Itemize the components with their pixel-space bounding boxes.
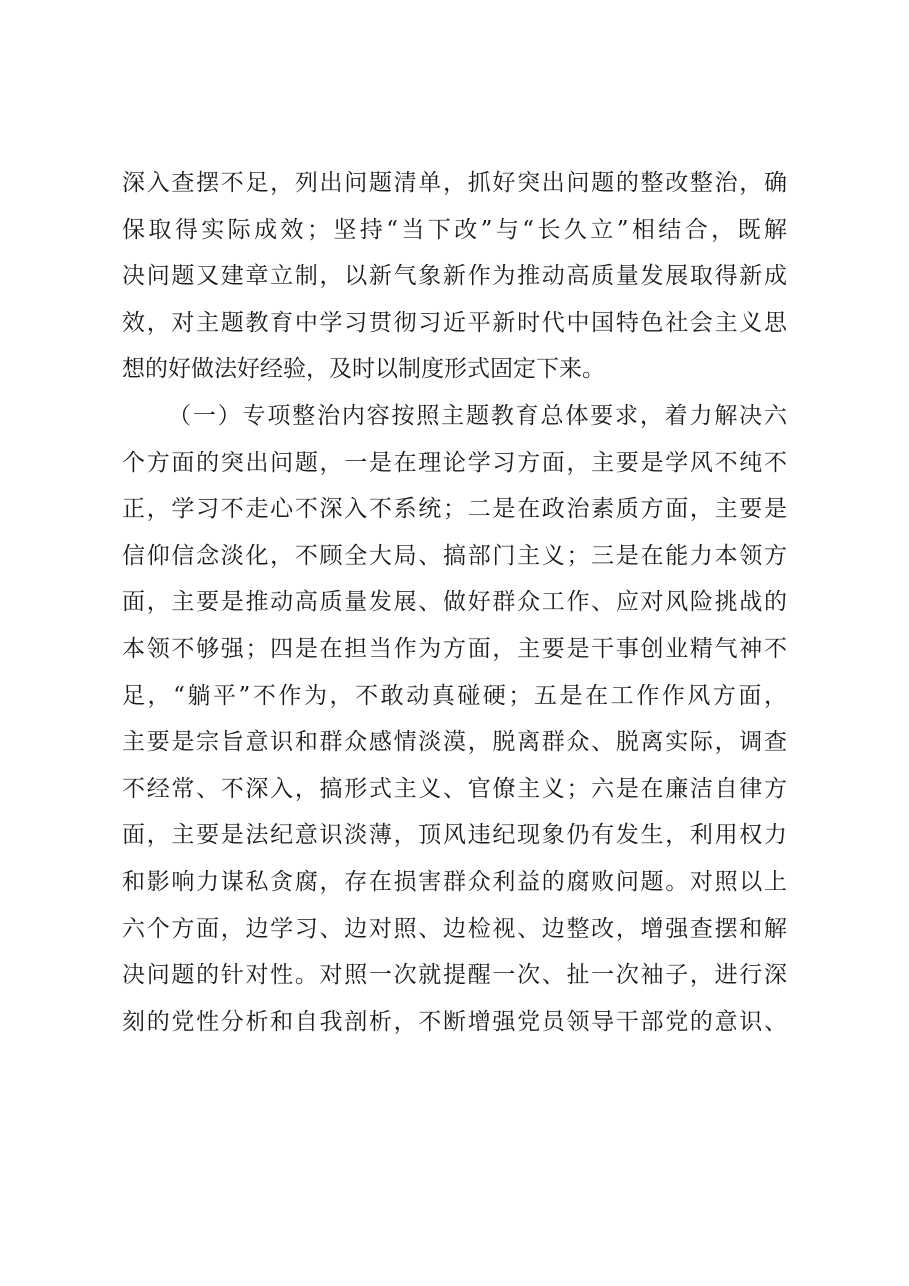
text-line: 个方面的突出问题，一是在理论学习方面，主要是学风不纯不	[122, 449, 787, 476]
text-line: 六个方面，边学习、边对照、边检视、边整改，增强查摆和解	[122, 915, 787, 942]
text-line: 决问题的针对性。对照一次就提醒一次、扯一次袖子，进行深	[122, 962, 787, 989]
text-line: 正，学习不走心不深入不系统；二是在政治素质方面，主要是	[122, 496, 787, 523]
document-body	[122, 160, 787, 1045]
text-line: 深入查摆不足，列出问题清单，抓好突出问题的整改整治，确	[122, 170, 787, 196]
text-line: 决问题又建章立制，以新气象新作为推动高质量发展取得新成	[122, 263, 787, 290]
text-line: 面，主要是法纪意识淡薄，顶风违纪现象仍有发生，利用权力	[122, 822, 787, 849]
paragraph-1	[122, 160, 787, 393]
text-line: 足，“躺平”不作为，不敢动真碰硬；五是在工作作风方面，	[122, 682, 787, 709]
text-line: 主要是宗旨意识和群众感情淡漠，脱离群众、脱离实际，调查	[122, 729, 787, 756]
paragraph-2	[122, 393, 787, 1045]
text-line: 效，对主题教育中学习贯彻习近平新时代中国特色社会主义思	[122, 309, 787, 336]
text-line: 保取得实际成效；坚持“当下改”与“长久立”相结合，既解	[122, 216, 787, 243]
text-line: 面，主要是推动高质量发展、做好群众工作、应对风险挑战的	[122, 589, 787, 616]
text-line: （一）专项整治内容按照主题教育总体要求，着力解决六	[168, 402, 787, 429]
text-line: 不经常、不深入，搞形式主义、官僚主义；六是在廉洁自律方	[122, 775, 787, 802]
text-line: 和影响力谋私贪腐，存在损害群众利益的腐败问题。对照以上	[122, 868, 787, 895]
text-line: 信仰信念淡化，不顾全大局、搞部门主义；三是在能力本领方	[122, 542, 787, 569]
text-line: 刻的党性分析和自我剖析，不断增强党员领导干部党的意识、	[122, 1008, 787, 1035]
text-line: 本领不够强；四是在担当作为方面，主要是干事创业精气神不	[122, 635, 787, 662]
text-line: 想的好做法好经验，及时以制度形式固定下来。	[122, 356, 605, 383]
